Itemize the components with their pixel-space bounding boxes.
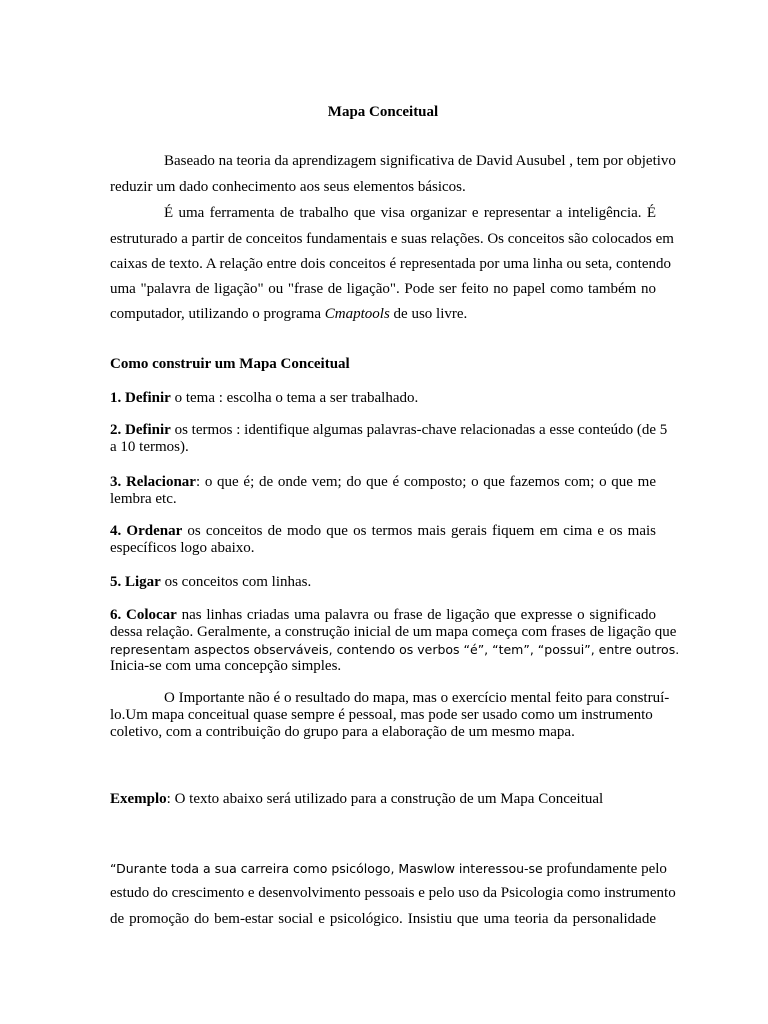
intro-p2-line1: É uma ferramenta de trabalho que visa organizar e representar a inteligência. É	[164, 205, 656, 221]
step-5-label: 5. Ligar	[110, 574, 161, 590]
step-3-line1	[110, 474, 656, 491]
exemplo-label: Exemplo	[110, 791, 167, 807]
quote-line1-sans: “Durante toda a sua carreira como psicólogo, Maswlow interessou-se	[110, 861, 543, 876]
intro-p1-line2: reduzir um dado conhecimento aos seus elementos básicos.	[110, 179, 466, 195]
step-1	[110, 390, 656, 407]
step-4-text: os conceitos de modo que os termos mais gerais fiquem em cima e os mais	[182, 523, 657, 539]
step-6-text: nas linhas criadas uma palavra ou frase de ligação que expresse o significado	[176, 607, 656, 623]
step-1-label: 1. Definir	[110, 390, 171, 406]
step-6-line2: dessa relação. Geralmente, a construção inicial de um mapa começa com frases de ligação que	[110, 624, 677, 640]
intro-p2-line4: uma "palavra de ligação" ou "frase de ligação". Pode ser feito no papel como também no	[110, 281, 656, 297]
step-3-text: : o que é; de onde vem; do que é composto; o que fazemos com; o que me	[195, 474, 656, 490]
step-2-label: 2. Definir	[110, 422, 171, 438]
cmaptools-name: Cmaptools	[324, 306, 390, 322]
exemplo-line	[110, 791, 656, 808]
intro-p2-line2: estruturado a partir de conceitos fundamentais e suas relações. Os conceitos são colocados em	[110, 231, 674, 247]
intro-p2-line3: caixas de texto. A relação entre dois conceitos é representada por uma linha ou seta, contendo	[110, 256, 672, 272]
quote-line1	[110, 860, 667, 878]
quote-line2: estudo do crescimento e desenvolvimento pessoais e pelo uso da Psicologia como instrumento	[110, 885, 676, 901]
step-6-line4: Inicia-se com uma concepção simples.	[110, 658, 342, 674]
step-2-line1	[110, 422, 668, 439]
step-5-text: os conceitos com linhas.	[160, 574, 312, 590]
intro-p2-line5	[110, 306, 656, 323]
intro-p2-line5-b: de uso livre.	[389, 306, 468, 322]
exemplo-text: : O texto abaixo será utilizado para a construção de um Mapa Conceitual	[166, 791, 604, 807]
step-4-line1	[110, 523, 656, 540]
step-2-line2: a 10 termos).	[110, 439, 189, 455]
step-2-text: os termos : identifique algumas palavras-chave relacionadas a esse conteúdo (de 5	[170, 422, 668, 438]
intro-p2-line5-a: computador, utilizando o programa	[110, 306, 325, 322]
quote-line1-serif: profundamente pelo	[542, 861, 667, 877]
importante-line3: coletivo, com a contribuição do grupo para a elaboração de um mesmo mapa.	[110, 724, 575, 740]
step-3-label: 3. Relacionar	[110, 474, 196, 490]
importante-line1: O Importante não é o resultado do mapa, mas o exercício mental feito para construí-	[164, 690, 670, 706]
importante-line2: lo.Um mapa conceitual quase sempre é pessoal, mas pode ser usado como um instrumento	[110, 707, 653, 723]
section-heading: Como construir um Mapa Conceitual	[110, 356, 350, 372]
step-3-line2: lembra etc.	[110, 491, 177, 507]
step-6-line1	[110, 607, 656, 624]
step-6-line3: representam aspectos observáveis, contendo os verbos “é”, “tem”, “possui”, entre outros.	[110, 642, 680, 657]
intro-p1-line1: Baseado na teoria da aprendizagem significativa de David Ausubel , tem por objetivo	[164, 153, 676, 169]
page-title: Mapa Conceitual	[327, 104, 439, 120]
step-1-text: o tema : escolha o tema a ser trabalhado.	[170, 390, 419, 406]
step-4-line2: específicos logo abaixo.	[110, 540, 255, 556]
quote-line3: de promoção do bem-estar social e psicológico. Insistiu que uma teoria da personalidade	[110, 911, 656, 927]
step-5	[110, 574, 656, 591]
step-4-label: 4. Ordenar	[110, 523, 183, 539]
step-6-label: 6. Colocar	[110, 607, 177, 623]
